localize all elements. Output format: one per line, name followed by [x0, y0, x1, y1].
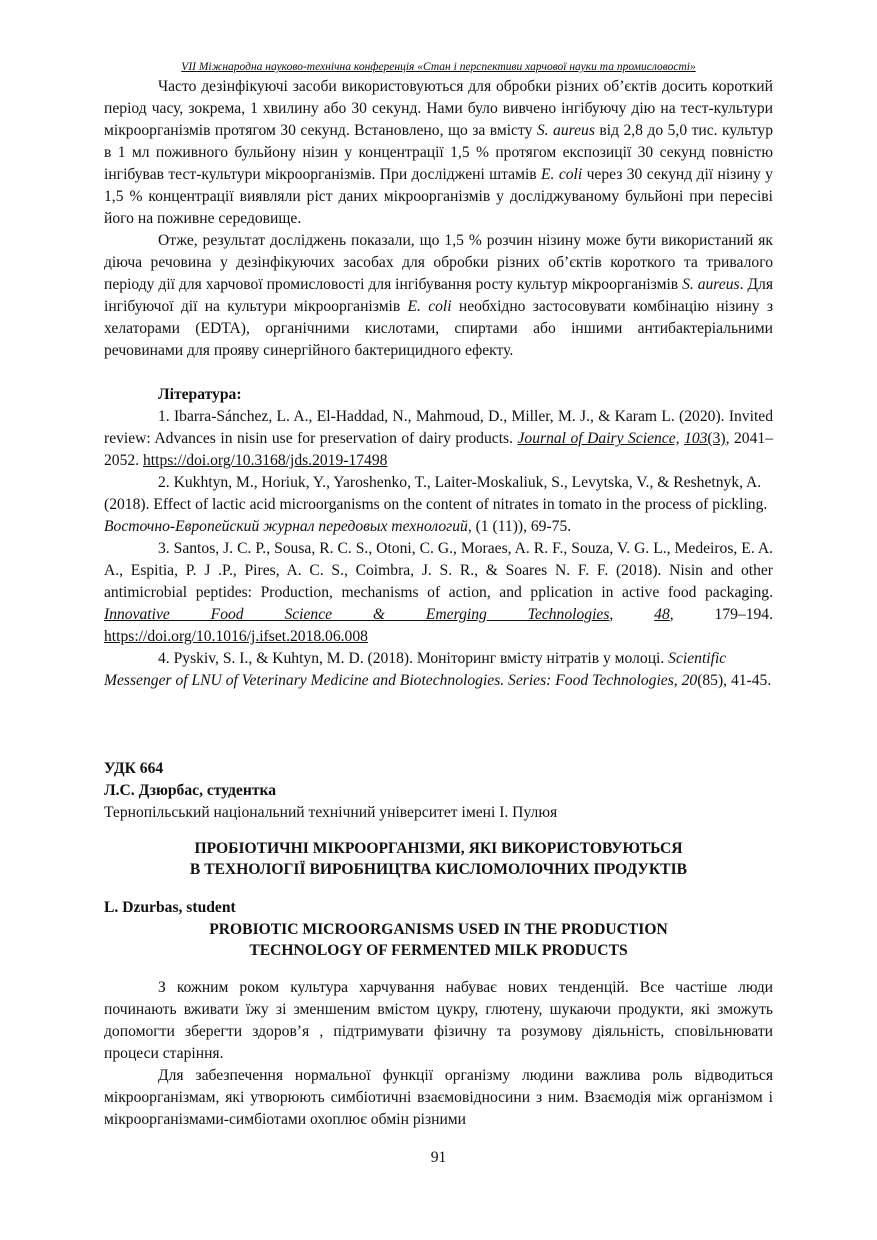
reference-text: 1. Ibarra-Sánchez, L. A., El-Haddad, N., Mahmoud, D., Miller, M. J., & Karam L. (2020). Invited review: Advances in nisin use for preservation of dairy products. — [104, 408, 773, 447]
reference-text: 3. Santos, J. C. P., Sousa, R. C. S., Otoni, C. G., Moraes, A. R. F., Souza, V. G. L., Medeiros, E. A. A., Espitia, P. J .P., Pires, A. C. S., Coimbra, J. S. R., & Soares N. F. F. (2018). Nisin and other antimicrobial peptides: Production, mechanisms of action, and pplication in active food packaging. — [104, 540, 773, 601]
species-name: E. coli — [541, 166, 583, 183]
text-run: Отже, результат досліджень показали, що 1,5 % розчин нізину може бути використаний як діюча речовина у дезінфікуючих засобах для обробки різних об’єктів короткого та тривалого періоду дії для харчової промисловості для інгібування росту культур мікроорганізмів — [104, 232, 773, 293]
reference-item — [104, 648, 773, 692]
text-run: від 2,8 до 5,0 тис. культур в 1 мл поживного бульйону нізин у концентрації 1,5 % протягом експозиції 30 секунд повністю інгібував тест-культури мікроорганізмів. При досліджені штамів — [104, 122, 774, 183]
volume[interactable]: 48 — [654, 606, 670, 623]
spacer — [104, 961, 773, 977]
doi-link[interactable]: https://doi.org/10.1016/j.ifset.2018.06.008 — [104, 628, 368, 645]
species-name: E. coli — [407, 298, 452, 315]
paragraph-disinfectant-test — [104, 76, 773, 230]
journal-title: Восточно-Европейский журнал передовых технологий — [104, 518, 468, 535]
issue[interactable]: (3) — [707, 430, 726, 447]
text-run: , — [673, 672, 682, 689]
running-header: VII Міжнародна науково-технічна конференція «Стан і перспективи харчової науки та промисловості» — [181, 61, 696, 73]
reference-text: 2. Kukhtyn, M., Horiuk, Y., Yaroshenko, T., Laiter-Moskaliuk, S., Levytska, V., & Reshetnyk, A. (2018). Effect of lactic acid microorganisms on the content of nitrates in tomato in the process of pickling. — [104, 474, 768, 513]
species-name: S. aureus — [536, 122, 595, 139]
reference-pages: , 2041–2052. — [104, 430, 773, 469]
article-title-en-line1: PROBIOTIC MICROORGANISMS USED IN THE PRODUCTION — [209, 921, 668, 938]
author-ua: Л.С. Дзюрбас, студентка — [104, 782, 277, 799]
spacer — [104, 880, 773, 897]
text-run: необхідно застосовувати комбінацію нізину з хелаторами (EDTA), органічними кислотами, спиртами або іншими антибактеріальними речовинами для прояву синергійного бактерицидного ефекту. — [104, 298, 773, 359]
text-run: через 30 секунд дії нізину у 1,5 % концентрації виявляли ріст даних мікроорганізмів у досліджуваному бульйоні при пересіві його на поживне середовище. — [104, 166, 773, 227]
article-title-ua-line1: ПРОБІОТИЧНІ МІКРООРГАНІЗМИ, ЯКІ ВИКОРИСТОВУЮТЬСЯ — [194, 840, 683, 857]
page-content — [104, 76, 773, 1131]
journal-title[interactable]: Innovative Food Science & Emerging Technologies — [104, 606, 610, 623]
paragraph-conclusion — [104, 230, 773, 362]
affiliation: Тернопільський національний технічний університет імені І. Пулюя — [104, 804, 558, 821]
article-title-ua-line2: В ТЕХНОЛОГІЇ ВИРОБНИЦТВА КИСЛОМОЛОЧНИХ ПРОДУКТІВ — [189, 861, 688, 878]
text-run: . Для інгібуючої дії на культури мікроорганізмів — [104, 276, 774, 315]
reference-item — [104, 538, 773, 648]
journal-title: Scientific Messenger of LNU of Veterinary Medicine and Biotechnologies. Series: Food Technologies — [104, 650, 727, 689]
species-name: S. aureus — [682, 276, 740, 293]
article-title-en-line2: TECHNOLOGY OF FERMENTED MILK PRODUCTS — [249, 942, 628, 959]
reference-item — [104, 406, 773, 472]
section-gap — [104, 692, 773, 758]
reference-pages: , 179–194. — [669, 606, 773, 623]
udk-code: УДК 664 — [104, 760, 164, 777]
reference-item — [104, 472, 773, 538]
text-run: , — [609, 606, 655, 623]
reference-pages: , (1 (11)), 69-75. — [467, 518, 572, 535]
doi-link[interactable]: https://doi.org/10.3168/jds.2019-17498 — [142, 452, 388, 469]
volume: 20 — [681, 672, 698, 689]
paragraph-food-trends: З кожним роком культура харчування набуває нових тенденцій. Все частіше люди починають вживати їжу зі зменшеним вмістом цукру, глютену, шукаючи продукти, які зможуть допомогти зберегти здоров’я , підтримувати фізичну та розумову діяльність, сповільнювати процеси старіння. — [104, 979, 773, 1062]
page-number: 91 — [430, 1149, 447, 1166]
paragraph-microorganisms: Для забезпечення нормальної функції організму людини важлива роль відводиться мікроорганізмам, які утворюють симбіотичні взаємовідносини з ним. Взаємодія між організмом і мікроорганізмами-симбіотами охоплює обмін різними — [104, 1067, 773, 1128]
journal-title[interactable]: Journal of Dairy Science, — [517, 430, 680, 447]
author-en: L. Dzurbas, student — [104, 899, 236, 916]
volume[interactable]: 103 — [684, 430, 708, 447]
text-run: Часто дезінфікуючі засоби використовуються для обробки різних об’єктів досить короткий період часу, зокрема, 1 хвилину або 30 секунд. Нами було вивчено інгібуючу дію на тест-культури мікроорганізмів протягом 30 секунд. Встановлено, що за вмісту — [104, 78, 773, 139]
reference-pages: (85), 41-45. — [697, 672, 772, 689]
spacer — [104, 824, 773, 838]
reference-text: 4. Pyskiv, S. I., & Kuhtyn, M. D. (2018). Моніторинг вмісту нітратів у молоці. — [158, 650, 669, 667]
literature-heading: Література: — [158, 386, 242, 403]
